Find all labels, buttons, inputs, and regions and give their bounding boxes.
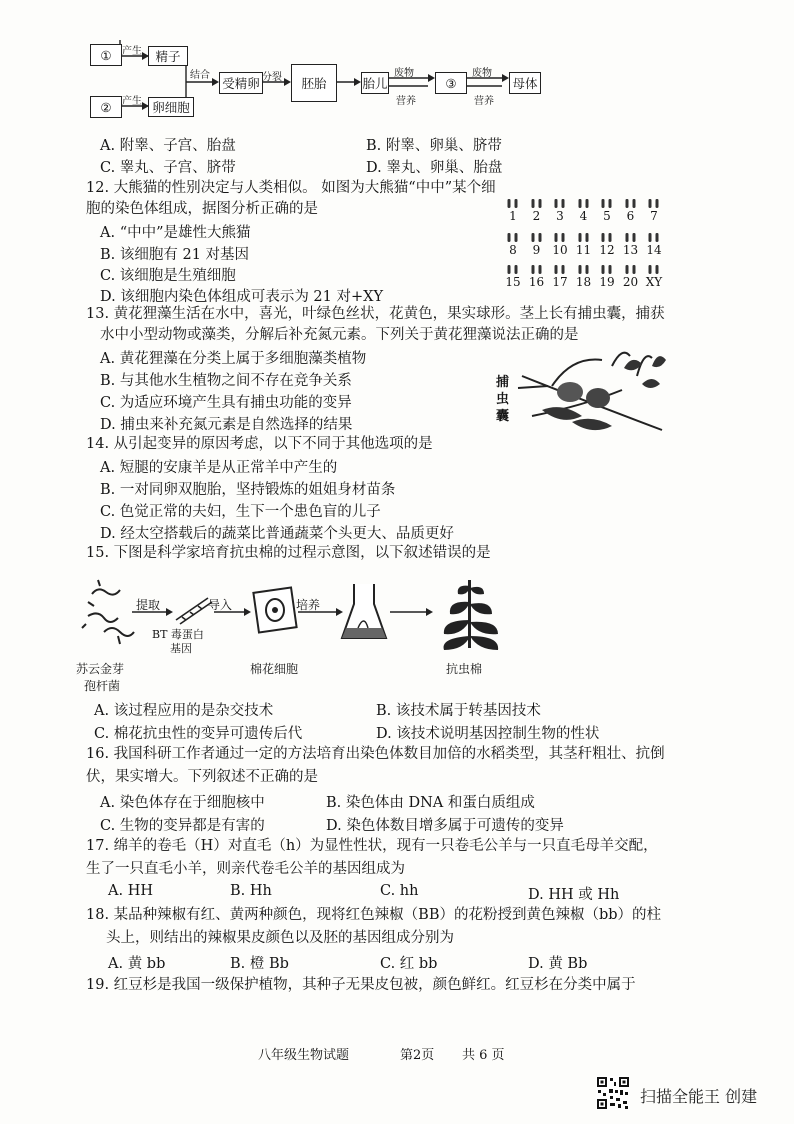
- bladder-sac-1: [557, 382, 583, 402]
- q13-stem-line2: 水中小型动物或藻类，分解后补充氮元素。下列关于黄花狸藻说法正确的是: [100, 327, 579, 343]
- chromosome-pair: [618, 232, 644, 257]
- box-2: [90, 96, 122, 118]
- chromosome-number: 10: [552, 243, 568, 257]
- fetus-box: [361, 72, 389, 94]
- chromosome-icon: [646, 198, 662, 209]
- chromosome-number: 17: [552, 275, 568, 289]
- chromosome-glyph: [623, 198, 639, 209]
- q18-option-a[interactable]: A. 黄 bb: [108, 956, 166, 972]
- bladder-label-char-1: 捕: [496, 375, 510, 390]
- chromosome-pair: [547, 264, 573, 289]
- q16-option-d[interactable]: D. 染色体数目增多属于可遗传的变异: [326, 818, 564, 834]
- q12-option-a[interactable]: A. “中中”是雄性大熊猫: [100, 225, 251, 241]
- q14-stem-line1: 14. 从引起变异的原因考虑，以下不同于其他选项的是: [86, 436, 433, 452]
- nutrition-label-2: 营养: [474, 96, 494, 107]
- box-3-label: ③: [445, 75, 457, 91]
- chromosome-icon: [599, 198, 615, 209]
- q18-stem-line1: 18. 某品种辣椒有红、黄两种颜色，现将红色辣椒（BB）的花粉授到黄色辣椒（bb）的柱: [86, 907, 662, 923]
- flower-shape-2: [642, 379, 660, 388]
- bladderwort-drawing: [512, 346, 672, 438]
- q17-option-b[interactable]: B. Hh: [230, 883, 272, 899]
- q12-option-d[interactable]: D. 该细胞内染色体组成可表示为 21 对+XY: [100, 289, 384, 305]
- q11-option-b[interactable]: B. 附睾、卵巢、脐带: [366, 138, 502, 154]
- chromosome-glyph: [646, 232, 662, 243]
- chromosome-icon: [505, 264, 521, 275]
- q17-option-a[interactable]: A. HH: [108, 883, 153, 899]
- chromosome-icon: [552, 232, 568, 243]
- chromosome-pair: [571, 264, 597, 289]
- q18-option-c[interactable]: C. 红 bb: [380, 956, 438, 972]
- chromosome-pair: [500, 232, 526, 257]
- chromosome-icon: [529, 264, 545, 275]
- chromosome-pair: [547, 232, 573, 257]
- q11-option-c[interactable]: C. 睾丸、子宫、脐带: [100, 160, 236, 176]
- q13-stem-line1: 13. 黄花狸藻生活在水中，喜光，叶绿色丝状，花黄色，果实球形。茎上长有捕虫囊，捕获: [86, 306, 665, 322]
- q15-option-a[interactable]: A. 该过程应用的是杂交技术: [94, 703, 274, 719]
- chromosome-icon: [646, 232, 662, 243]
- chromosome-glyph: [552, 198, 568, 209]
- cotton-plant-drawing: [444, 580, 499, 650]
- q17-stem-line1: 17. 绵羊的卷毛（H）对直毛（h）为显性性状，现有一只卷毛公羊与一只直毛母羊交配，: [86, 838, 658, 854]
- q17-option-c[interactable]: C. hh: [380, 883, 419, 899]
- q14-option-c[interactable]: C. 色觉正常的夫妇，生下一个患色盲的儿子: [100, 504, 381, 520]
- chromosome-icon: [646, 264, 662, 275]
- produce-label-2: 产生: [122, 96, 142, 107]
- q12-stem-line2: 胞的染色体组成，据图分析正确的是: [86, 201, 318, 217]
- leaf-shape: [542, 407, 582, 420]
- produce-label-1: 产生: [122, 46, 142, 57]
- chromosome-pair: [618, 264, 644, 289]
- q17-stem-line2: 生了一只直毛小羊，则亲代卷毛公羊的基因组成为: [86, 861, 405, 877]
- embryo-label: 胚胎: [301, 76, 327, 91]
- fetus-label: 胎儿: [362, 76, 388, 91]
- chromosome-number: 3: [556, 209, 564, 223]
- chromosome-number: 2: [532, 209, 541, 223]
- chromosome-number: 5: [603, 209, 611, 223]
- chromosome-pair: [500, 264, 526, 289]
- q18-option-b[interactable]: B. 橙 Bb: [230, 956, 289, 972]
- q18-stem-line2: 头上，则结出的辣椒果皮颜色以及胚的基因组成分别为: [106, 930, 454, 946]
- q16-option-b[interactable]: B. 染色体由 DNA 和蛋白质组成: [326, 795, 535, 811]
- chromosome-icon: [505, 232, 521, 243]
- chromosome-pair: [524, 198, 550, 223]
- pointer-line: [518, 386, 548, 388]
- chromosome-pair: [594, 232, 620, 257]
- chromosome-glyph: [529, 232, 545, 243]
- insect-cotton-label: 抗虫棉: [446, 662, 483, 676]
- chromosome-number: 11: [575, 243, 592, 257]
- chromosome-icon: [599, 264, 615, 275]
- q15-diagram-drawing: [80, 576, 520, 666]
- chromosome-number: 9: [532, 243, 541, 257]
- bladder-label-char-2: 虫: [496, 392, 510, 407]
- chromosome-glyph: [505, 232, 521, 243]
- leaf-shape-2: [572, 419, 612, 430]
- chromosome-pair: [618, 198, 644, 223]
- box-2-label: ②: [100, 99, 112, 115]
- chromosome-number: 1: [509, 209, 517, 223]
- cotton-cell-label: 棉花细胞: [250, 662, 299, 676]
- combine-label: 结合: [190, 70, 210, 81]
- chromosome-pair: [500, 198, 526, 223]
- bladder-label: [496, 374, 512, 425]
- q13-option-a[interactable]: A. 黄花狸藻在分类上属于多细胞藻类植物: [100, 351, 367, 367]
- chromosome-icon: [576, 232, 592, 243]
- sperm-box: [148, 46, 188, 66]
- q14-option-b[interactable]: B. 一对同卵双胞胎，坚持锻炼的姐姐身材苗条: [100, 482, 396, 498]
- chromosome-number: 8: [509, 243, 517, 257]
- culture-label: 培养: [296, 598, 321, 612]
- chromosome-number: 6: [626, 209, 635, 223]
- chromosome-pair: [571, 232, 597, 257]
- import-label: 导入: [208, 598, 233, 612]
- chromosome-number: 4: [579, 209, 588, 223]
- chromosome-number: 13: [622, 243, 639, 257]
- q13-option-d[interactable]: D. 捕虫来补充氮元素是自然选择的结果: [100, 417, 353, 433]
- chromosome-number: 18: [575, 275, 592, 289]
- mother-box: [509, 72, 541, 94]
- q16-stem-line1: 16. 我国科研工作者通过一定的方法培育出染色体数目加倍的水稻类型，其茎秆粗壮、抗倒: [86, 746, 665, 762]
- chromosome-icon: [623, 264, 639, 275]
- chromosome-glyph: [576, 198, 592, 209]
- qr-code-icon: [596, 1076, 630, 1110]
- footer-total: 共 6 页: [462, 1048, 505, 1063]
- chromosome-glyph: [599, 264, 615, 275]
- chromosome-pair: [594, 198, 620, 223]
- chromosome-icon: [599, 232, 615, 243]
- q12-option-b[interactable]: B. 该细胞有 21 对基因: [100, 247, 250, 263]
- waste-label-2: 废物: [472, 68, 492, 79]
- waste-label-1: 废物: [394, 68, 414, 79]
- chromosome-icon: [576, 264, 592, 275]
- bacteria-label-2: 孢杆菌: [84, 679, 121, 693]
- footer-page: 第2页: [400, 1048, 435, 1063]
- chromosome-pair: [641, 264, 667, 289]
- chromosome-pair: [594, 264, 620, 289]
- chromosome-number: 19: [599, 275, 615, 289]
- q12-option-c[interactable]: C. 该细胞是生殖细胞: [100, 268, 236, 284]
- chromosome-glyph: [576, 232, 592, 243]
- q12-stem-line1: 12. 大熊猫的性别决定与人类相似。 如图为大熊猫“中中”某个细: [86, 180, 496, 196]
- q14-option-d[interactable]: D. 经太空搭载后的蔬菜比普通蔬菜个头更大、品质更好: [100, 526, 454, 542]
- egg-box: [148, 97, 194, 117]
- cotton-cell-drawing: [253, 588, 296, 633]
- q15-stem-line1: 15. 下图是科学家培育抗虫棉的过程示意图，以下叙述错误的是: [86, 545, 491, 561]
- zygote-box: [219, 72, 263, 94]
- q15-option-d[interactable]: D. 该技术说明基因控制生物的性状: [376, 726, 600, 742]
- q11-option-a[interactable]: A. 附睾、子宫、胎盘: [100, 138, 236, 154]
- chromosome-pair: [641, 232, 667, 257]
- flask-drawing: [342, 584, 386, 638]
- chromosome-number: 15: [505, 275, 521, 289]
- chromosome-glyph: [529, 264, 545, 275]
- chromosome-number: 7: [650, 209, 658, 223]
- chromosome-glyph: [505, 198, 521, 209]
- bladder-sac-2: [586, 388, 610, 408]
- chromosome-glyph: [552, 264, 568, 275]
- chromosome-icon: [623, 232, 639, 243]
- q17-option-d[interactable]: D. HH 或 Hh: [528, 887, 620, 903]
- chromosome-icon: [576, 198, 592, 209]
- chromosome-glyph: [646, 264, 662, 275]
- chromosome-glyph: [599, 198, 615, 209]
- chromosome-glyph: [576, 264, 592, 275]
- gene-fragment: [176, 598, 212, 624]
- footer-subject: 八年级生物试题: [258, 1048, 350, 1063]
- q16-option-a[interactable]: A. 染色体存在于细胞核中: [100, 795, 265, 811]
- box-3: [435, 72, 467, 94]
- chromosome-pair: [524, 264, 550, 289]
- q11-option-d[interactable]: D. 睾丸、卵巢、胎盘: [366, 160, 503, 176]
- bladder-label-char-3: 囊: [496, 409, 510, 424]
- embryo-box: [291, 64, 337, 102]
- chromosome-icon: [552, 198, 568, 209]
- box-1: [90, 44, 122, 66]
- chromosome-pair: [524, 232, 550, 257]
- watermark-text: 扫描全能王 创建: [640, 1087, 758, 1106]
- branch-line: [552, 360, 602, 386]
- chromosome-glyph: [623, 264, 639, 275]
- chromosome-number: 12: [599, 243, 615, 257]
- chromosome-number: 20: [622, 275, 639, 289]
- chromosome-glyph: [599, 232, 615, 243]
- bacteria-label-1: 苏云金芽: [76, 662, 125, 676]
- chromosome-number: 14: [646, 243, 662, 257]
- chromosome-glyph: [552, 232, 568, 243]
- mother-label: 母体: [512, 76, 538, 91]
- q16-option-c[interactable]: C. 生物的变异都是有害的: [100, 818, 265, 834]
- chromosome-icon: [529, 198, 545, 209]
- chromosome-pair: [571, 198, 597, 223]
- q13-option-c[interactable]: C. 为适应环境产生具有捕虫功能的变异: [100, 395, 352, 411]
- bacteria-drawing: [82, 580, 134, 644]
- zygote-label: 受精卵: [222, 76, 260, 91]
- chromosome-icon: [505, 198, 521, 209]
- chromosome-glyph: [646, 198, 662, 209]
- egg-label: 卵细胞: [152, 100, 190, 115]
- chromosome-number: XY: [645, 275, 663, 289]
- chromosome-pair: [641, 198, 667, 223]
- q14-option-a[interactable]: A. 短腿的安康羊是从正常羊中产生的: [100, 460, 338, 476]
- q15-option-b[interactable]: B. 该技术属于转基因技术: [376, 703, 541, 719]
- chromosome-number: 16: [528, 275, 545, 289]
- box-1-label: ①: [100, 47, 112, 63]
- chromosome-icon: [529, 232, 545, 243]
- bt-gene-label-2: 基因: [170, 642, 192, 655]
- nutrition-label-1: 营养: [396, 96, 416, 107]
- q19-stem-line1: 19. 红豆杉是我国一级保护植物，其种子无果皮包被，颜色鲜红。红豆杉在分类中属于: [86, 977, 636, 993]
- q16-stem-line2: 伏，果实增大。下列叙述不正确的是: [86, 769, 318, 785]
- flower-shape-3: [652, 356, 666, 367]
- chromosome-glyph: [529, 198, 545, 209]
- chromosome-pair: [547, 198, 573, 223]
- chromosome-icon: [623, 198, 639, 209]
- sperm-label: 精子: [155, 49, 181, 64]
- chromosome-glyph: [623, 232, 639, 243]
- extract-label: 提取: [136, 598, 161, 612]
- divide-label: 分裂: [262, 72, 282, 83]
- q15-option-c[interactable]: C. 棉花抗虫性的变异可遗传后代: [94, 726, 303, 742]
- q13-option-b[interactable]: B. 与其他水生植物之间不存在竞争关系: [100, 373, 352, 389]
- q18-option-d[interactable]: D. 黄 Bb: [528, 956, 588, 972]
- chromosome-glyph: [505, 264, 521, 275]
- chromosome-icon: [552, 264, 568, 275]
- bt-gene-label-1: BT 毒蛋白: [152, 628, 204, 641]
